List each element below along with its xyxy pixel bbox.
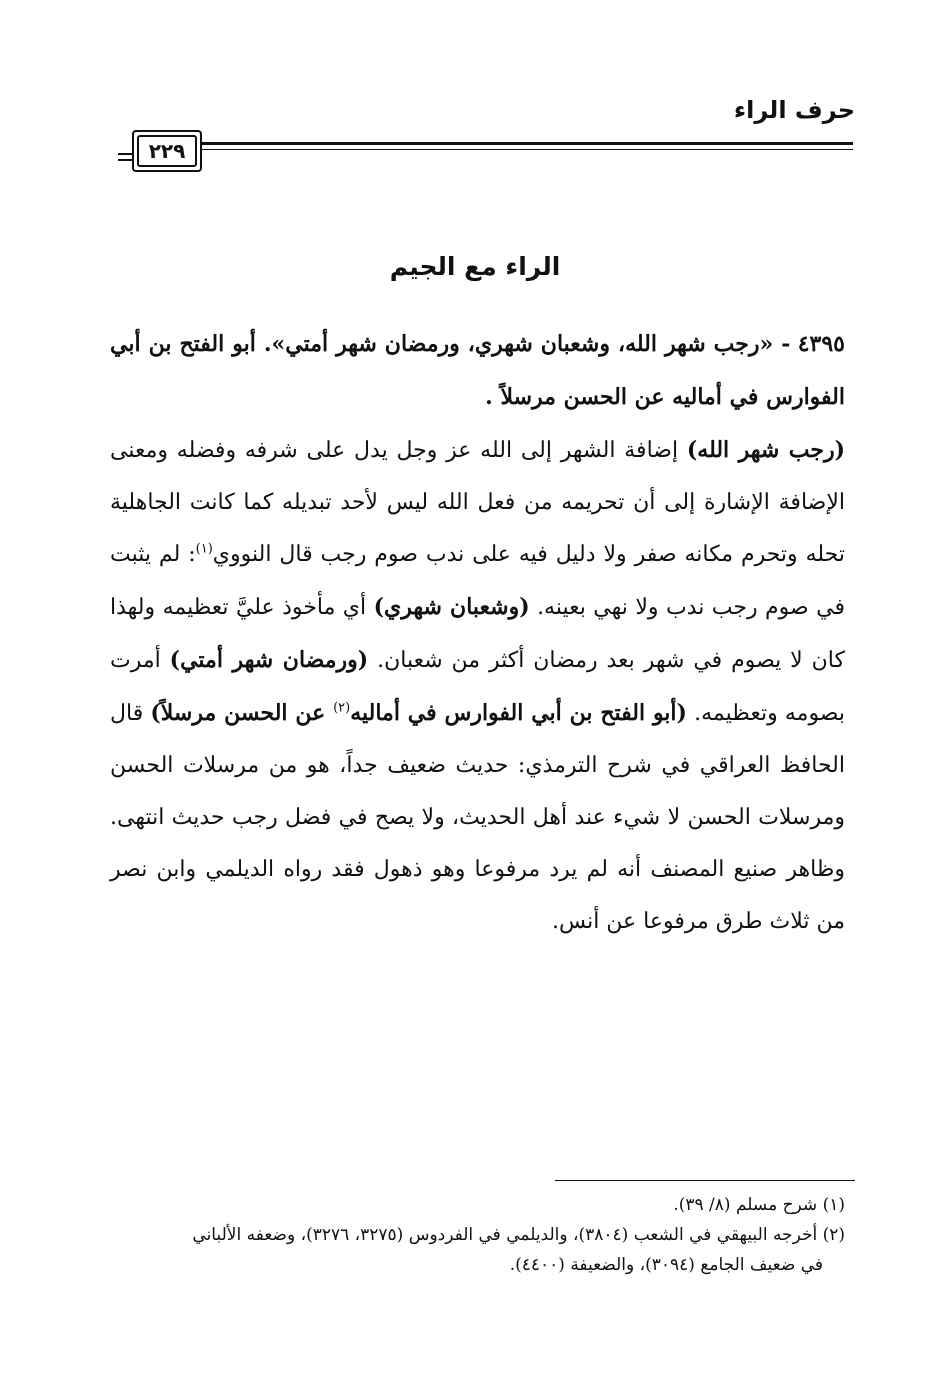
commentary-text-4: أمرت بصومه وتعظيمه. (110, 648, 846, 726)
main-text (110, 318, 845, 948)
commentary-lemma-2: (وشعبان شهري) (373, 594, 530, 620)
entry-number: ٤٣٩٥ (797, 331, 845, 357)
section-heading: الراء مع الجيم (389, 252, 561, 281)
page-number: ٢٢٩ (137, 135, 197, 167)
commentary-lemma-1: (رجب شهر الله) (686, 437, 845, 463)
footnote-separator (555, 1180, 855, 1181)
commentary-paragraph (110, 424, 845, 948)
commentary-text-2: : لم يثبت في صوم رجب ندب ولا نهي بعينه. (110, 542, 845, 620)
footnote-ref-2: (٢) (333, 700, 351, 716)
header-rule-end-bottom (118, 159, 132, 161)
commentary-lemma-4: (أبو الفتح بن أبي الفوارس في أماليه (350, 700, 687, 726)
page-number-frame (132, 130, 202, 172)
footnotes (110, 1190, 845, 1280)
header-rule-thin (202, 149, 853, 150)
header-rule (202, 142, 853, 145)
hadith-text: - «رجب شهر الله، وشعبان شهري، ورمضان شهر أمتي». أبو الفتح بن أبي الفوارس في أماليه عن الحسن مرسلاً . (110, 331, 845, 410)
hadith-entry (110, 318, 845, 424)
commentary-text-5: قال الحافظ العراقي في شرح الترمذي: حديث ضعيف جداً، هو من مرسلات الحسن ومرسلات الحسن لا شيء عند أهل الحديث، ولا يصح في فضل رجب حديث انتهى. وظاهر صنيع المصنف أنه لم يرد مرفوعا وهو ذهول فقد رواه الديلمي وابن نصر من ثلاث طرق مرفوعا عن أنس. (110, 701, 845, 934)
footnote-2: (٢) أخرجه البيهقي في الشعب (٣٨٠٤)، والديلمي في الفردوس (٣٢٧٥، ٣٢٧٦)، وضعفه الألباني (192, 1225, 845, 1245)
commentary-text-1: إضافة الشهر إلى الله عز وجل يدل على شرفه وفضله ومعنى الإضافة الإشارة إلى أن تحريمه من فعل الله ليس لأحد تبديله كما كانت الجاهلية تحله وتحرم مكانه صفر ولا دليل فيه على ندب صوم رجب قال النووي (110, 438, 845, 567)
footnote-1: (١) شرح مسلم (٨/ ٣٩). (673, 1195, 845, 1215)
header-rule-end-top (118, 153, 132, 155)
footnote-ref-1: (١) (195, 541, 213, 557)
commentary-text-3: أي مأخوذ عليَّ تعظيمه ولهذا كان لا يصوم في شهر بعد رمضان أكثر من شعبان. (110, 595, 845, 673)
running-header-title: حرف الراء (733, 96, 855, 124)
commentary-lemma-3: (ورمضان شهر أمتي) (169, 647, 369, 673)
commentary-lemma-4b: عن الحسن مرسلاً) (150, 700, 334, 726)
footnote-2-continuation: في ضعيف الجامع (٣٠٩٤)، والضعيفة (٤٤٠٠). (509, 1255, 823, 1275)
